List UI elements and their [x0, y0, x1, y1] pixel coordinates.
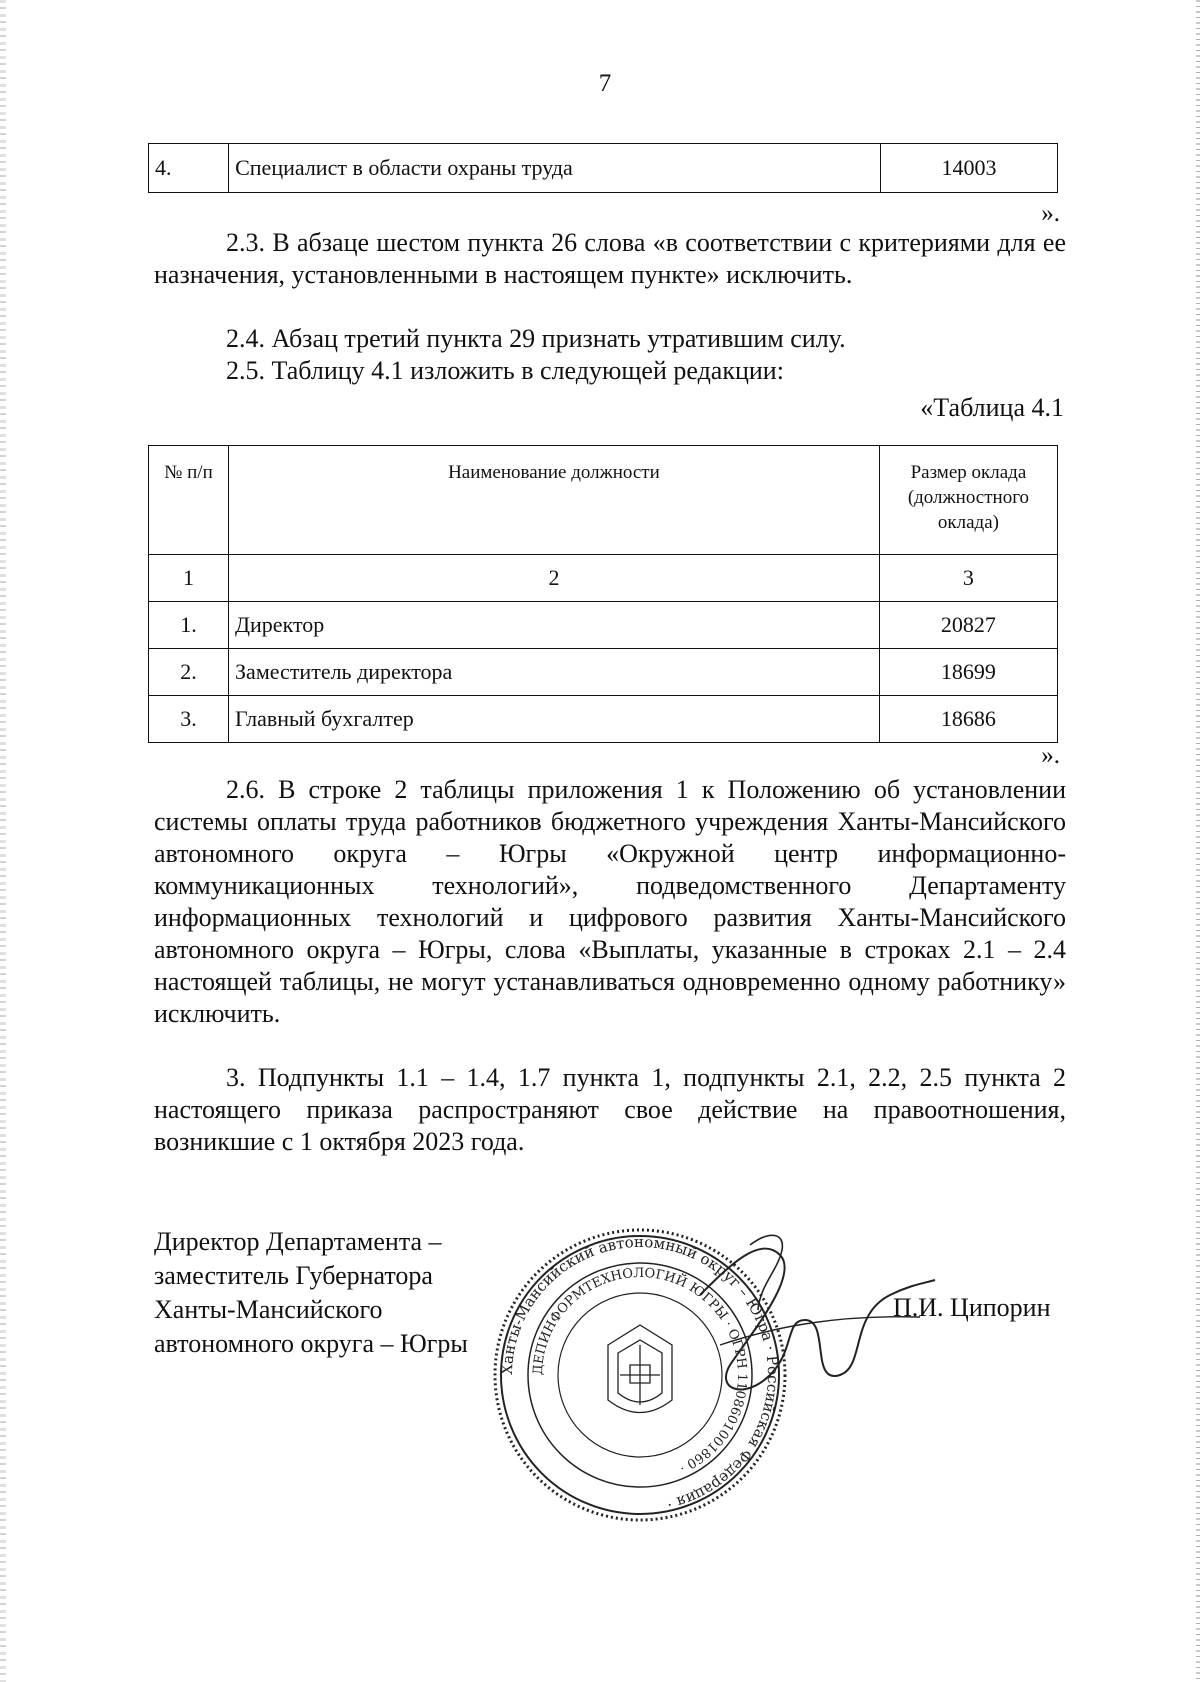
header-number: № п/п — [149, 446, 229, 555]
header-salary: Размер оклада (должностного оклада) — [879, 446, 1057, 555]
position-name-cell: Главный бухгалтер — [229, 696, 880, 743]
table-row — [149, 602, 1058, 649]
index-cell: 3 — [879, 555, 1057, 602]
paragraph-3: 3. Подпункты 1.1 – 1.4, 1.7 пункта 1, подпункты 2.1, 2.2, 2.5 пункта 2 настоящего приказа распространяют свое действие на правоотношения, возникшие с 1 октября 2023 года. — [154, 1063, 1066, 1156]
seal-outer-text: Ханты-Мансийский автономный округ – Югра · Российская Федерация · — [497, 1232, 783, 1514]
position-name-cell: Специалист в области охраны труда — [229, 144, 881, 193]
signatory-name: П.И. Ципорин — [893, 1293, 1051, 1322]
paragraph-2-3: 2.3. В абзаце шестом пункта 26 слова «в соответствии с критериями для ее назначения, установленными в настоящем пункте» исключить. — [154, 228, 1066, 289]
signatory-title — [154, 1225, 468, 1361]
paragraph-2-4: 2.4. Абзац третий пункта 29 признать утратившим силу. — [226, 324, 846, 353]
page-number: 7 — [598, 70, 612, 97]
salary-cell: 14003 — [880, 144, 1057, 193]
table-caption: «Таблица 4.1 — [920, 393, 1064, 422]
row-number-cell: 3. — [149, 696, 229, 743]
salary-cell: 20827 — [879, 602, 1057, 649]
continued-table — [148, 143, 1058, 193]
scan-edge-left — [0, 0, 6, 1682]
table-closing-quote: ». — [1041, 742, 1060, 769]
paragraph-2-6: 2.6. В строке 2 таблицы приложения 1 к Положению об установлении системы оплаты труда работников бюджетного учреждения Ханты-Мансийского автономного округа – Югры «Окружной центр информационно-коммуникационных технологий», подведомственного Департаменту информационных технологий и цифрового развития Ханты-Мансийского автономного округа – Югры, слова «Выплаты, указанные в строках 2.1 – 2.4 настоящей таблицы, не могут устанавливаться одновременно одному работнику» исключить. — [154, 775, 1066, 1028]
paragraph-2-5: 2.5. Таблицу 4.1 изложить в следующей редакции: — [226, 356, 784, 385]
seal-emblem-icon — [608, 1325, 672, 1413]
table-index-row — [149, 555, 1058, 602]
signatory-title-line: заместитель Губернатора — [154, 1261, 433, 1290]
table-header-row — [149, 446, 1058, 555]
salary-cell: 18686 — [879, 696, 1057, 743]
signatory-title-line: автономного округа – Югры — [154, 1329, 468, 1358]
table-closing-quote: ». — [1041, 200, 1060, 227]
index-cell: 2 — [229, 555, 880, 602]
row-number-cell: 1. — [149, 602, 229, 649]
signatory-title-line: Директор Департамента – — [154, 1227, 442, 1256]
signatory-title-line: Ханты-Мансийского — [154, 1295, 383, 1324]
seal-inner-text: ДЕПИНФОРМТЕХНОЛОГИЙ ЮГРЫ · ОГРН 1108601001860 · — [530, 1265, 750, 1476]
index-cell: 1 — [149, 555, 229, 602]
salary-cell: 18699 — [879, 649, 1057, 696]
position-name-cell: Директор — [229, 602, 880, 649]
salary-table-4-1 — [148, 445, 1058, 743]
row-number-cell: 4. — [149, 144, 229, 193]
table-row — [149, 144, 1058, 193]
scan-edge-right — [1196, 0, 1200, 1682]
row-number-cell: 2. — [149, 649, 229, 696]
table-row — [149, 649, 1058, 696]
header-position: Наименование должности — [229, 446, 880, 555]
position-name-cell: Заместитель директора — [229, 649, 880, 696]
table-row — [149, 696, 1058, 743]
